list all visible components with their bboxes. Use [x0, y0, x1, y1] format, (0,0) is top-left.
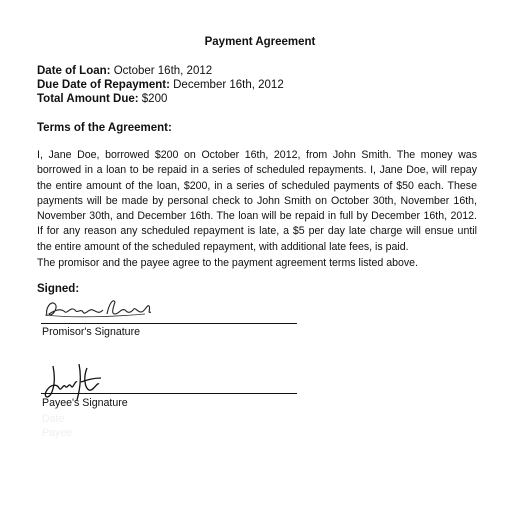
loan-date-row: [37, 64, 284, 78]
due-date-row: [37, 78, 284, 92]
loan-date-label: Date of Loan:: [37, 65, 111, 77]
closing-statement: The promisor and the payee agree to the payment agreement terms listed above.: [37, 257, 419, 269]
promisor-signature-line: [41, 323, 297, 324]
payee-signature-label: Payee's Signature: [42, 397, 128, 409]
loan-details: [37, 64, 284, 106]
document-title: Payment Agreement: [204, 36, 316, 48]
signed-heading: Signed:: [37, 283, 80, 295]
total-due-label: Total Amount Due:: [37, 93, 139, 105]
faint-ghost-text-1: Date: [42, 413, 65, 425]
terms-heading: Terms of the Agreement:: [37, 122, 172, 134]
promisor-signature-image: [41, 294, 161, 322]
due-date-label: Due Date of Repayment:: [37, 79, 170, 91]
payee-signature-line: [41, 393, 297, 394]
promisor-signature-label: Promisor's Signature: [42, 326, 140, 338]
total-due-row: [37, 92, 284, 106]
terms-paragraph: I, Jane Doe, borrowed $200 on October 16th, 2012, from John Smith. The money was borrowed in a loan to be repaid in a series of scheduled repayments. I, Jane Doe, will repay the entire amount of the loan, $200, in a series of scheduled payments of $50 each. These payments will be made by personal check to John Smith on October 30th, November 16th, November 30th, and December 16th. The loan will be repaid in full by December 16th, 2012. If for any reason any scheduled repayment is late, a $5 per day late charge will ensue until the entire amount of the scheduled repayment, with additional late fees, is paid.: [37, 149, 477, 253]
due-date-value: December 16th, 2012: [173, 79, 284, 91]
total-due-value: $200: [141, 93, 168, 105]
loan-date-value: October 16th, 2012: [113, 65, 213, 77]
faint-ghost-text-2: Payee: [42, 427, 73, 439]
